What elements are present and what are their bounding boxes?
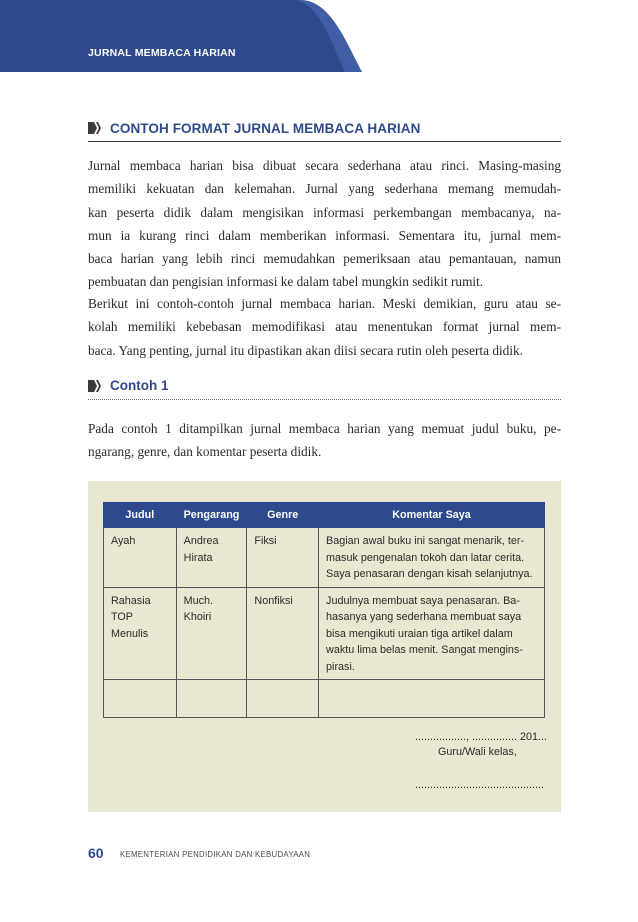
cell-line: Ayah bbox=[111, 535, 136, 547]
text-line: baca. Yang penting, jurnal itu dipastikan akan diisi secara rutin oleh peserta didik. bbox=[88, 342, 523, 358]
table-row bbox=[104, 528, 545, 588]
table-row-empty bbox=[104, 680, 545, 718]
header-judul: Judul bbox=[104, 503, 177, 528]
cell-empty bbox=[319, 680, 545, 718]
cell-line: Fiksi bbox=[254, 535, 277, 547]
header-title: JURNAL MEMBACA HARIAN bbox=[88, 47, 236, 59]
cell-pengarang bbox=[176, 587, 247, 680]
cell-genre bbox=[247, 587, 319, 680]
cell-line: waktu lima belas menit. Sangat mengins- bbox=[326, 644, 523, 656]
header-genre: Genre bbox=[247, 503, 319, 528]
footer-publisher: KEMENTERIAN PENDIDIKAN DAN KEBUDAYAAN bbox=[120, 850, 311, 859]
cell-line: pirasi. bbox=[326, 660, 355, 673]
text-line: Jurnal membaca harian bisa dibuat secara sederhana atau rinci. Masing-masing bbox=[88, 158, 561, 173]
cell-line: Bagian awal buku ini sangat menarik, ter- bbox=[326, 535, 525, 547]
cell-line: Much. bbox=[183, 594, 214, 607]
page-header bbox=[0, 0, 638, 72]
text-line: Berikut ini contoh-contoh jurnal membaca harian. Meski demikian, guru atau se- bbox=[88, 296, 561, 311]
cell-judul bbox=[104, 587, 177, 680]
signature-role: Guru/Wali kelas, bbox=[438, 746, 517, 758]
table-row bbox=[104, 587, 545, 680]
section-marker-icon bbox=[88, 122, 102, 134]
table-header-row bbox=[104, 503, 545, 528]
cell-empty bbox=[176, 680, 247, 718]
paragraph-intro bbox=[88, 154, 561, 294]
cell-line: Hirata bbox=[183, 551, 213, 564]
cell-pengarang bbox=[176, 528, 247, 588]
cell-genre bbox=[247, 528, 319, 588]
paragraph-examples bbox=[88, 292, 561, 362]
cell-line: bisa mengikuti uraian tiga artikel dalam bbox=[326, 627, 513, 640]
cell-line: Saya penasaran dengan kisah selanjutnya. bbox=[326, 568, 533, 580]
signature-name-line: ........................................... bbox=[415, 779, 544, 791]
text-line: kan peserta didik dalam mengisikan informasi perkembangan membacanya, na- bbox=[88, 204, 561, 220]
cell-judul bbox=[104, 528, 177, 588]
cell-komentar bbox=[319, 528, 545, 588]
example-marker-icon bbox=[88, 380, 102, 392]
paragraph-example-intro bbox=[88, 417, 561, 464]
text-line: mun ia kurang rinci dalam memberikan informasi. Sementara itu, jurnal mem- bbox=[88, 227, 561, 243]
cell-komentar bbox=[319, 587, 545, 680]
header-pengarang: Pengarang bbox=[176, 503, 247, 528]
cell-line: Menulis bbox=[111, 627, 149, 640]
example-heading bbox=[88, 376, 561, 400]
text-line: memiliki kekuatan dan kelemahan. Jurnal yang sederhana memang memudah- bbox=[88, 181, 561, 197]
journal-table bbox=[103, 502, 545, 718]
cell-empty bbox=[247, 680, 319, 718]
example-box bbox=[88, 481, 561, 812]
example-title: Contoh 1 bbox=[110, 378, 169, 393]
text-line: pembuatan dan pengisian informasi ke dalam tabel mungkin sedikit rumit. bbox=[88, 274, 484, 290]
cell-line: Andrea bbox=[183, 535, 219, 547]
cell-line: TOP bbox=[111, 611, 133, 623]
section-heading bbox=[88, 118, 561, 142]
cell-line: hasanya yang sederhana membuat saya bbox=[326, 611, 522, 623]
cell-line: Khoiri bbox=[183, 611, 212, 623]
cell-line: Nonfiksi bbox=[254, 594, 293, 607]
text-line: Pada contoh 1 ditampilkan jurnal membaca harian yang memuat judul buku, pe- bbox=[88, 421, 561, 436]
text-line: baca harian yang lebih rinci memudahkan pemeriksaan atau pemantauan, namun bbox=[88, 251, 561, 267]
header-komentar: Komentar Saya bbox=[319, 503, 545, 528]
cell-line: Rahasia bbox=[111, 594, 151, 607]
text-line: ngarang, genre, dan komentar peserta didik. bbox=[88, 444, 322, 460]
cell-line: Judulnya membuat saya penasaran. Ba- bbox=[326, 594, 520, 607]
signature-date-line: ................., ............... 201... bbox=[415, 731, 548, 743]
text-line: kolah memiliki kebebasan memodifikasi atau menentukan format jurnal mem- bbox=[88, 319, 561, 335]
header-banner bbox=[0, 0, 638, 72]
page-number: 60 bbox=[88, 845, 104, 861]
cell-line: masuk pengenalan tokoh dan latar cerita. bbox=[326, 551, 525, 564]
cell-empty bbox=[104, 680, 177, 718]
section-title: CONTOH FORMAT JURNAL MEMBACA HARIAN bbox=[110, 121, 421, 136]
